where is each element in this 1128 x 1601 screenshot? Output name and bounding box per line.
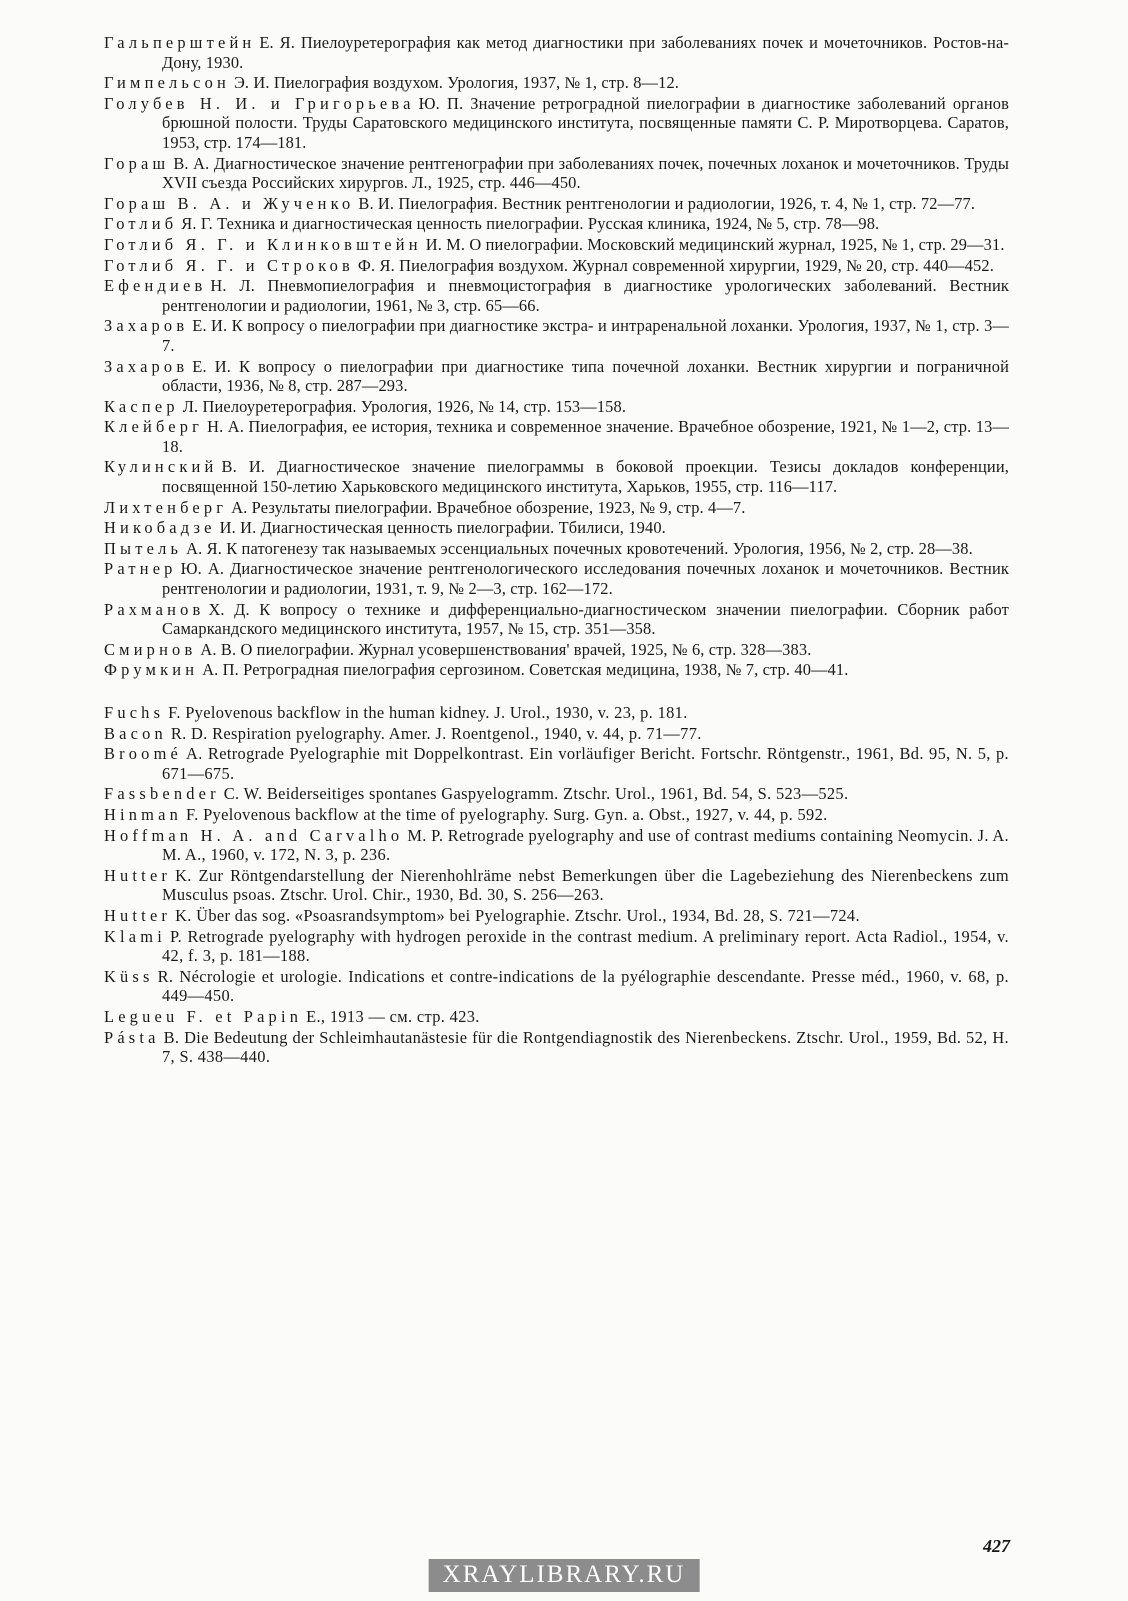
reference-item	[104, 805, 1009, 825]
reference-text: R. Nécrologie et urologie. Indications et contre-indications de la pyélographie descendante. Presse méd., 1960, v. 68, p. 449—450.	[157, 966, 1009, 1006]
reference-author: Hinman	[104, 804, 183, 824]
reference-text: И. И. Диагностическая ценность пиелографии. Тбилиси, 1940.	[219, 518, 666, 538]
reference-text: K. Zur Röntgendarstellung der Nierenhohlräme nebst Bemerkungen über die Lagebeziehung des Nierenbeckens zum Musculus psoas. Ztschr. Urol. Chir., 1930, Bd. 30, S. 256—263.	[162, 865, 1009, 905]
reference-author: Legueu F. et Papin	[104, 1006, 303, 1026]
reference-text: И. М. О пиелографии. Московский медицинский журнал, 1925, № 1, стр. 29—31.	[425, 234, 1005, 254]
reference-author: Клейберг	[104, 417, 204, 437]
reference-item	[104, 154, 1009, 193]
reference-item	[104, 784, 1009, 804]
reference-item	[104, 214, 1009, 234]
reference-text: C. W. Beiderseitiges spontanes Gaspyelogramm. Ztschr. Urol., 1961, Bd. 54, S. 523—525.	[223, 784, 849, 804]
reference-text: Ю. А. Диагностическое значение рентгенологического исследования почечных лоханок и мочеточников. Вестник рентгенологии и радиологии, 1931, т. 9, № 2—3, стр. 162—172.	[162, 559, 1009, 599]
reference-text: А. В. О пиелографии. Журнал усовершенствования' врачей, 1925, № 6, стр. 328—383.	[200, 639, 812, 659]
reference-item	[104, 518, 1009, 538]
reference-item	[104, 539, 1009, 559]
reference-item	[104, 235, 1009, 255]
reference-text: В. И. Пиелография. Вестник рентгенологии и радиологии, 1926, т. 4, № 1, стр. 72—77.	[358, 193, 976, 213]
reference-author: Рахманов	[104, 599, 205, 619]
reference-text: Н. А. Пиелография, ее история, техника и современное значение. Врачебное обозрение, 1921, № 1—2, стр. 13—18.	[162, 417, 1009, 456]
reference-author: Bacon	[104, 723, 167, 743]
reference-author: Fassbender	[104, 784, 220, 804]
reference-author: Pásta	[104, 1027, 160, 1047]
reference-author: Готлиб Я. Г. и Строков	[104, 255, 354, 275]
reference-author: Fuchs	[104, 703, 165, 722]
reference-text: А. П. Ретроградная пиелография сергозином. Советская медицина, 1938, № 7, стр. 40—41.	[202, 660, 849, 680]
reference-author: Смирнов	[104, 639, 197, 659]
reference-item	[104, 1007, 1009, 1027]
reference-item	[104, 906, 1009, 926]
reference-item	[104, 866, 1009, 905]
reference-author: Фрумкин	[104, 660, 199, 680]
reference-item	[104, 417, 1009, 456]
reference-author: Гораш В. А. и Жученко	[104, 193, 355, 213]
reference-item	[104, 457, 1009, 496]
reference-author: Кулинский	[104, 457, 218, 477]
reference-item	[104, 600, 1009, 639]
reference-item	[104, 498, 1009, 518]
reference-item	[104, 276, 1009, 315]
reference-author: Ефендиев	[104, 276, 207, 296]
reference-item	[104, 316, 1009, 355]
reference-author: Лихтенберг	[104, 497, 228, 517]
reference-item	[104, 73, 1009, 93]
reference-item	[104, 703, 1009, 723]
reference-text: Л. Пиелоуретерография. Урология, 1926, № 14, стр. 153—158.	[182, 396, 627, 416]
reference-text: B. Die Bedeutung der Schleimhautanästesie für die Rontgendiagnostik des Nierenbeckens. Ztschr. Urol., 1959, Bd. 52, H. 7, S. 438—440.	[162, 1027, 1009, 1067]
reference-text: Н. Л. Пневмопиелография и пневмоцистография в диагностике урологических заболеваний. Вестник рентгенологии и радиологии, 1961, № 3, стр. 65—66.	[162, 276, 1009, 315]
reference-author: Гимпельсон	[104, 73, 230, 93]
reference-item	[104, 94, 1009, 153]
reference-author: Hoffman H. A. and Carvalho	[104, 825, 404, 845]
reference-text: А. Я. К патогенезу так называемых эссенциальных почечных кровотечений. Урология, 1956, № 2, стр. 28—38.	[186, 538, 973, 558]
reference-author: Küss	[104, 966, 154, 986]
reference-author: Broomé	[104, 744, 183, 764]
reference-item	[104, 660, 1009, 680]
reference-text: M. P. Retrograde pyelography and use of contrast mediums containing Neomycin. J. A. M. A., 1960, v. 172, N. 3, p. 236.	[162, 825, 1009, 865]
reference-text: Я. Г. Техника и диагностическая ценность пиелографии. Русская клиника, 1924, № 5, стр. 78—98.	[181, 214, 880, 234]
reference-author: Каспер	[104, 396, 179, 416]
reference-text: R. D. Respiration pyelography. Amer. J. Roentgenol., 1940, v. 44, p. 71—77.	[170, 723, 702, 743]
reference-item	[104, 744, 1009, 783]
reference-item	[104, 559, 1009, 598]
reference-text: K. Über das sog. «Psoasrandsymptom» bei Pyelographie. Ztschr. Urol., 1934, Bd. 28, S. 721—724.	[175, 905, 860, 925]
reference-author: Гальперштейн	[104, 33, 256, 52]
reference-item	[104, 1028, 1009, 1067]
watermark-label: XRAYLIBRARY.RU	[429, 1559, 700, 1592]
reference-text: Х. Д. К вопросу о технике и дифференциально-диагностическом значении пиелографии. Сборник работ Самаркандского медицинского института, 1957, № 15, стр. 351—358.	[162, 599, 1009, 639]
reference-text: А. Результаты пиелографии. Врачебное обозрение, 1923, № 9, стр. 4—7.	[231, 497, 746, 517]
reference-text: Е. Я. Пиелоуретерография как метод диагностики при заболеваниях почек и мочеточников. Ростов-на-Дону, 1930.	[162, 33, 1009, 72]
reference-text: В. А. Диагностическое значение рентгенографии при заболеваниях почек, почечных лоханок и мочеточников. Труды XVII съезда Российских хирургов. Л., 1925, стр. 446—450.	[162, 153, 1009, 193]
reference-text: F. Pyelovenous backflow in the human kidney. J. Urol., 1930, v. 23, p. 181.	[168, 703, 688, 722]
reference-list	[104, 33, 1009, 1068]
reference-author: Готлиб Я. Г. и Клинковштейн	[104, 234, 422, 254]
reference-author: Захаров	[104, 316, 189, 336]
reference-author: Готлиб	[104, 214, 178, 234]
reference-item	[104, 724, 1009, 744]
reference-text: Е. И. К вопросу о пиелографии при диагностике экстра- и интраренальной лоханки. Урология, 1937, № 1, стр. 3—7.	[162, 316, 1009, 355]
reference-item	[104, 194, 1009, 214]
reference-author: Голубев Н. И. и Григорьева	[104, 93, 415, 113]
reference-author: Пытель	[104, 538, 183, 558]
reference-text: P. Retrograde pyelography with hydrogen peroxide in the contrast medium. A preliminary report. Acta Radiol., 1954, v. 42, f. 3, p. 181—188.	[162, 926, 1009, 966]
reference-text: Е. И. К вопросу о пиелографии при диагностике типа почечной лоханки. Вестник хирургии и пограничной области, 1936, № 8, стр. 287—293.	[162, 356, 1009, 396]
reference-author: Klami	[104, 926, 166, 946]
page-number: 427	[983, 1536, 1010, 1556]
reference-item	[104, 397, 1009, 417]
reference-text: Ф. Я. Пиелография воздухом. Журнал современной хирургии, 1929, № 20, стр. 440—452.	[357, 255, 994, 275]
section-gap	[104, 681, 1009, 703]
reference-text: E., 1913 — см. стр. 423.	[306, 1006, 480, 1026]
reference-item	[104, 927, 1009, 966]
reference-item	[104, 357, 1009, 396]
reference-item	[104, 640, 1009, 660]
reference-author: Никобадзе	[104, 518, 216, 538]
reference-text: Ю. П. Значение ретроградной пиелографии в диагностике заболеваний органов брюшной полости. Труды Саратовского медицинского института, посвященные памяти С. Р. Миротворцева. Саратов, 1953, стр. 174—181.	[162, 93, 1009, 152]
reference-text: В. И. Диагностическое значение пиелограммы в боковой проекции. Тезисы докладов конференции, посвященной 150-летию Харьковского медицинского института, Харьков, 1955, стр. 116—117.	[162, 457, 1009, 497]
reference-item	[104, 826, 1009, 865]
reference-text: Э. И. Пиелография воздухом. Урология, 1937, № 1, стр. 8—12.	[233, 73, 680, 93]
reference-author: Hutter	[104, 865, 172, 885]
reference-text: F. Pyelovenous backflow at the time of pyelography. Surg. Gyn. a. Obst., 1927, v. 44, p. 592.	[186, 804, 828, 824]
reference-author: Захаров	[104, 356, 189, 376]
reference-item	[104, 33, 1009, 72]
reference-author: Ратнер	[104, 559, 177, 579]
reference-author: Гораш	[104, 153, 170, 173]
reference-text: A. Retrograde Pyelographie mit Doppelkontrast. Ein vorläufiger Bericht. Fortschr. Röntgenstr., 1961, Bd. 95, N. 5, p. 671—675.	[162, 744, 1009, 783]
reference-item	[104, 256, 1009, 276]
reference-author: Hutter	[104, 905, 172, 925]
reference-item	[104, 967, 1009, 1006]
